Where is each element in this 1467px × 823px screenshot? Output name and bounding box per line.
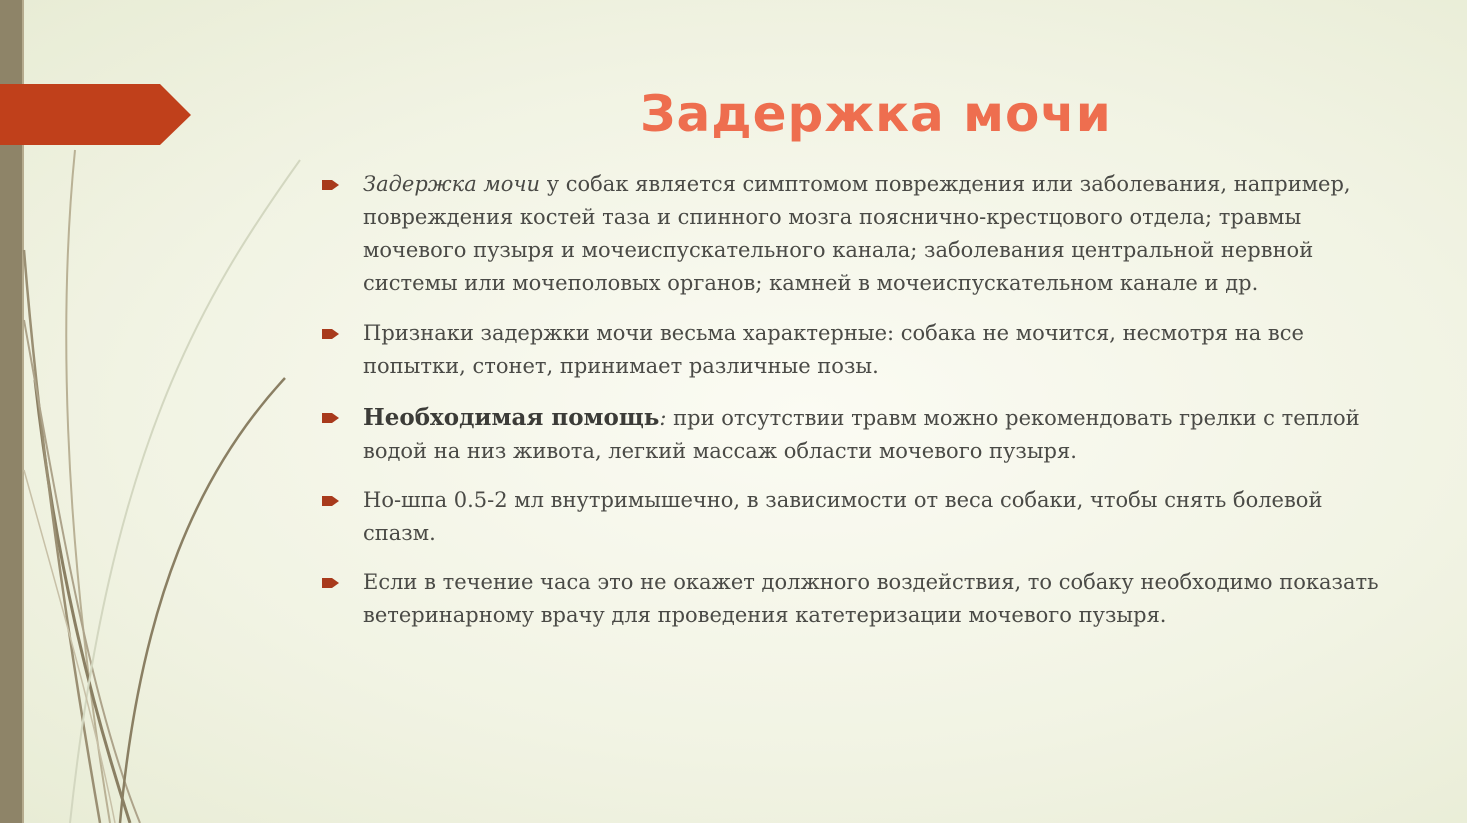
bullet-item-2 [322,317,1382,383]
bullet-1-text: у собак является симптомом повреждения или заболевания, например, повреждения костей таза и спинного мозга пояснично-крестцового отдела; травмы мочевого пузыря и мочеиспускательного канала; заболевания центральной нервной системы или мочеполовых органов; камней в мочеиспускательном канале и др. [363,172,1351,295]
bullet-5-text: Если в течение часа это не окажет должного воздействия, то собаку необходимо показать ветеринарному врачу для проведения катетеризации мочевого пузыря. [363,570,1379,627]
bullet-3-lead: Необходимая помощь [363,404,660,431]
arrow-right-bullet-icon [322,577,340,589]
bullet-2-text: Признаки задержки мочи весьма характерные: собака не мочится, несмотря на все попытки, стонет, принимает различные позы. [363,321,1304,378]
arrow-right-bullet-icon [322,495,340,507]
bullet-3-colon: : [659,406,667,430]
arrow-right-bullet-icon [322,412,340,424]
bullet-item-4 [322,484,1382,550]
bullet-3-text: при отсутствии травм можно рекомендовать грелки с теплой водой на низ живота, легкий массаж области мочевого пузыря. [363,406,1360,463]
bullet-4-text: Но-шпа 0.5-2 мл внутримышечно, в зависимости от веса собаки, чтобы снять болевой спазм. [363,488,1323,545]
bullet-1-lead: Задержка мочи [363,172,541,196]
bullet-item-5 [322,566,1382,632]
arrow-right-bullet-icon [322,328,340,340]
bullet-list [322,168,1382,632]
bullet-item-1 [322,168,1382,300]
arrow-right-bullet-icon [322,179,340,191]
slide-title: Задержка мочи [640,85,1112,143]
title-tab-arrow [0,84,192,146]
bullet-item-3 [322,401,1382,468]
